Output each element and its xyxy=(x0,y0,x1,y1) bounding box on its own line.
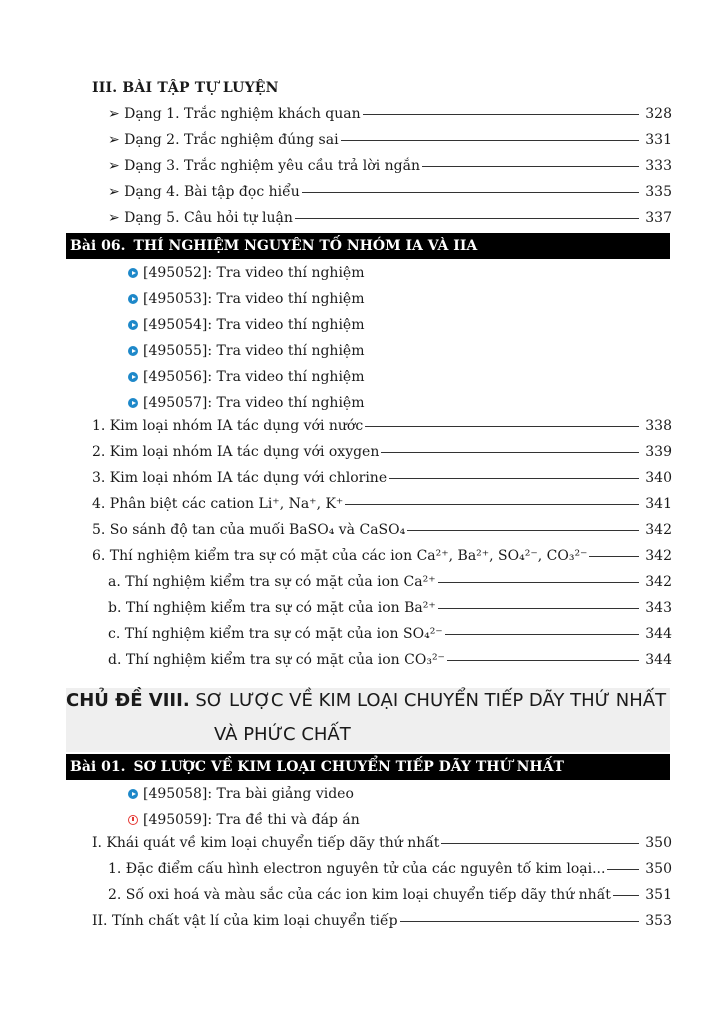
resource-label: [495056]: Tra video thí nghiệm xyxy=(143,369,365,385)
toc-entry-label: c. Thí nghiệm kiểm tra sự có mặt của ion SO₄²⁻ xyxy=(108,626,443,642)
topic-header xyxy=(66,688,670,752)
toc-entry[interactable] xyxy=(108,184,672,206)
toc-entry[interactable] xyxy=(108,132,672,154)
resource-link[interactable] xyxy=(128,809,360,831)
toc-page-number: 342 xyxy=(645,548,672,564)
topic-prefix: CHỦ ĐỀ VIII. xyxy=(66,690,190,711)
toc-entry[interactable] xyxy=(108,861,672,883)
toc-entry-label: 2. Kim loại nhóm IA tác dụng với oxygen xyxy=(92,444,380,460)
toc-page-number: 344 xyxy=(645,652,672,668)
toc-leader xyxy=(341,140,640,141)
toc-page-number: 338 xyxy=(645,418,672,434)
toc-leader xyxy=(441,843,639,844)
toc-page-number: 328 xyxy=(645,106,672,122)
toc-leader xyxy=(400,921,640,922)
toc-entry[interactable] xyxy=(108,652,672,674)
toc-page-number: 343 xyxy=(645,600,672,616)
toc-leader xyxy=(345,504,639,505)
resource-label: [495057]: Tra video thí nghiệm xyxy=(143,395,365,411)
resource-link[interactable] xyxy=(128,783,354,805)
toc-entry-label: d. Thí nghiệm kiểm tra sự có mặt của ion CO₃²⁻ xyxy=(108,652,445,668)
toc-leader xyxy=(589,556,639,557)
toc-page-number: 350 xyxy=(645,861,672,877)
toc-entry-label: a. Thí nghiệm kiểm tra sự có mặt của ion Ca²⁺ xyxy=(108,574,436,590)
toc-page-number: 331 xyxy=(645,132,672,148)
section-heading: III. BÀI TẬP TỰ LUYỆN xyxy=(92,80,279,96)
toc-page-number: 337 xyxy=(645,210,672,226)
toc-entry[interactable] xyxy=(108,158,672,180)
lesson-title: THÍ NGHIỆM NGUYÊN TỐ NHÓM IA VÀ IIA xyxy=(133,238,478,254)
clock-icon xyxy=(128,815,138,825)
toc-entry-label: 6. Thí nghiệm kiểm tra sự có mặt của các ion Ca²⁺, Ba²⁺, SO₄²⁻, CO₃²⁻ xyxy=(92,548,588,564)
lesson-header-bar xyxy=(66,233,670,259)
lesson-header-bar xyxy=(66,754,670,780)
toc-page-number: 342 xyxy=(645,574,672,590)
toc-page-number: 344 xyxy=(645,626,672,642)
toc-page-number: 341 xyxy=(645,496,672,512)
toc-leader xyxy=(613,895,639,896)
toc-entry-label: 5. So sánh độ tan của muối BaSO₄ và CaSO₄ xyxy=(92,522,406,538)
toc-leader xyxy=(438,608,639,609)
resource-label: [495059]: Tra đề thi và đáp án xyxy=(143,812,360,828)
toc-entry-label: 3. Kim loại nhóm IA tác dụng với chlorine xyxy=(92,470,388,486)
toc-entry-label: ➢ Dạng 4. Bài tập đọc hiểu xyxy=(108,184,300,200)
resource-label: [495054]: Tra video thí nghiệm xyxy=(143,317,365,333)
toc-entry[interactable] xyxy=(92,496,672,518)
resource-label: [495052]: Tra video thí nghiệm xyxy=(143,265,365,281)
resource-link[interactable] xyxy=(128,262,364,284)
toc-leader xyxy=(447,660,639,661)
toc-entry-label: 1. Kim loại nhóm IA tác dụng với nước xyxy=(92,418,364,434)
toc-entry-label: 1. Đặc điểm cấu hình electron nguyên tử của các nguyên tố kim loại... xyxy=(108,861,606,877)
toc-entry[interactable] xyxy=(108,106,672,128)
lesson-number: Bài 01. xyxy=(70,759,126,775)
toc-page-number: 339 xyxy=(645,444,672,460)
toc-entry[interactable] xyxy=(92,418,672,440)
play-icon xyxy=(128,294,138,304)
toc-entry-label: ➢ Dạng 2. Trắc nghiệm đúng sai xyxy=(108,132,339,148)
resource-label: [495055]: Tra video thí nghiệm xyxy=(143,343,365,359)
toc-entry[interactable] xyxy=(108,210,672,232)
toc-entry-label: ➢ Dạng 1. Trắc nghiệm khách quan xyxy=(108,106,361,122)
toc-entry-label: II. Tính chất vật lí của kim loại chuyển tiếp xyxy=(92,913,398,929)
toc-entry-label: b. Thí nghiệm kiểm tra sự có mặt của ion Ba²⁺ xyxy=(108,600,436,616)
toc-entry[interactable] xyxy=(108,600,672,622)
toc-entry[interactable] xyxy=(92,913,672,935)
toc-leader xyxy=(365,426,639,427)
toc-leader xyxy=(438,582,640,583)
toc-leader xyxy=(389,478,639,479)
toc-leader xyxy=(302,192,640,193)
resource-link[interactable] xyxy=(128,366,364,388)
toc-page-number: 342 xyxy=(645,522,672,538)
toc-page-number: 353 xyxy=(645,913,672,929)
resource-link[interactable] xyxy=(128,340,364,362)
toc-leader xyxy=(445,634,640,635)
resource-link[interactable] xyxy=(128,288,364,310)
toc-entry[interactable] xyxy=(92,548,672,570)
play-icon xyxy=(128,398,138,408)
toc-entry-label: ➢ Dạng 5. Câu hỏi tự luận xyxy=(108,210,293,226)
toc-entry-label: ➢ Dạng 3. Trắc nghiệm yêu cầu trả lời ngắn xyxy=(108,158,420,174)
toc-entry[interactable] xyxy=(92,522,672,544)
lesson-number: Bài 06. xyxy=(70,238,126,254)
lesson-title: SƠ LƯỢC VỀ KIM LOẠI CHUYỂN TIẾP DÃY THỨ NHẤT xyxy=(133,759,564,775)
toc-leader xyxy=(422,166,639,167)
toc-entry-label: I. Khái quát về kim loại chuyển tiếp dãy thứ nhất xyxy=(92,835,440,851)
resource-label: [495058]: Tra bài giảng video xyxy=(143,786,354,802)
toc-page-number: 333 xyxy=(645,158,672,174)
toc-entry[interactable] xyxy=(92,470,672,492)
toc-page-number: 350 xyxy=(645,835,672,851)
toc-entry-label: 2. Số oxi hoá và màu sắc của các ion kim loại chuyển tiếp dãy thứ nhất xyxy=(108,887,611,903)
play-icon xyxy=(128,320,138,330)
toc-entry[interactable] xyxy=(108,574,672,596)
play-icon xyxy=(128,789,138,799)
toc-entry[interactable] xyxy=(108,626,672,648)
toc-leader xyxy=(381,452,639,453)
play-icon xyxy=(128,268,138,278)
play-icon xyxy=(128,372,138,382)
toc-leader xyxy=(607,869,639,870)
toc-leader xyxy=(363,114,640,115)
resource-link[interactable] xyxy=(128,314,364,336)
topic-title-line1 xyxy=(66,690,666,711)
toc-entry[interactable] xyxy=(108,887,672,909)
toc-entry[interactable] xyxy=(92,444,672,466)
toc-entry-label: 4. Phân biệt các cation Li⁺, Na⁺, K⁺ xyxy=(92,496,344,512)
toc-page-number: 340 xyxy=(645,470,672,486)
topic-title-text: SƠ LƯỢC VỀ KIM LOẠI CHUYỂN TIẾP DÃY THỨ NHẤT xyxy=(189,690,667,711)
toc-entry[interactable] xyxy=(92,835,672,857)
toc-leader xyxy=(295,218,639,219)
play-icon xyxy=(128,346,138,356)
toc-page-number: 351 xyxy=(645,887,672,903)
resource-label: [495053]: Tra video thí nghiệm xyxy=(143,291,365,307)
resource-link[interactable] xyxy=(128,392,364,414)
toc-page-number: 335 xyxy=(645,184,672,200)
toc-leader xyxy=(407,530,639,531)
topic-title-line2: VÀ PHỨC CHẤT xyxy=(214,724,351,745)
